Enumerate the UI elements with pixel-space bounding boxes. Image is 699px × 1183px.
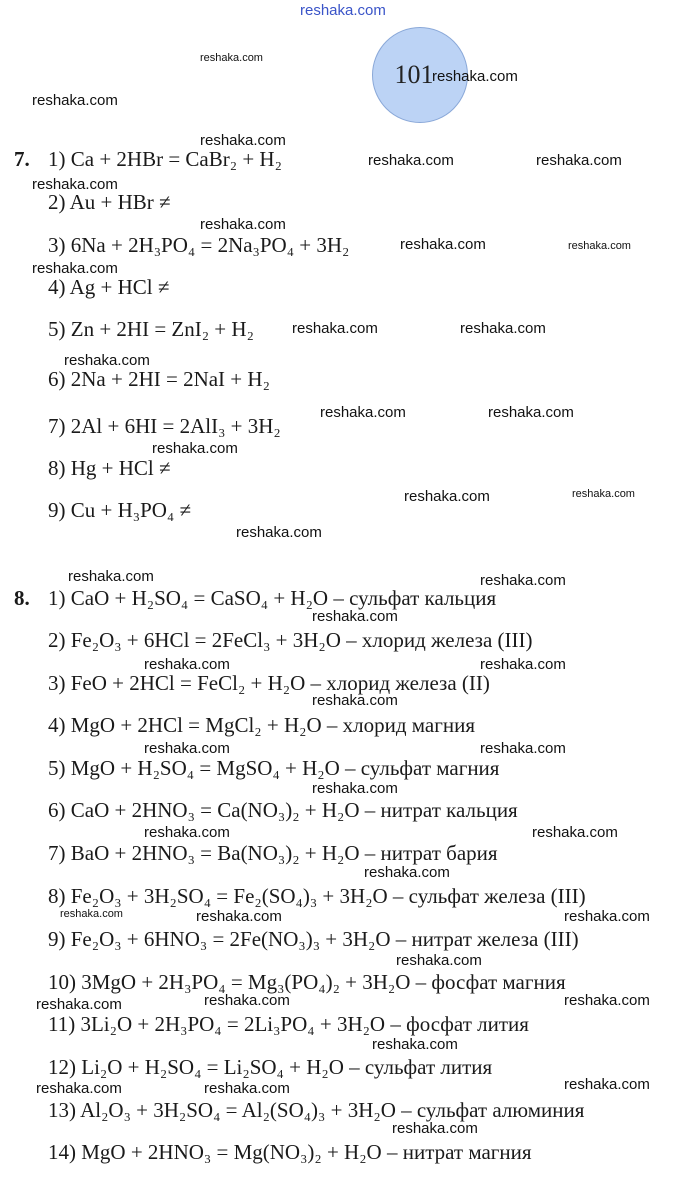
watermark: reshaka.com	[488, 404, 574, 421]
watermark: reshaka.com	[564, 992, 650, 1009]
task-8-line-6: 6) CaO + 2HNO₃ = Ca(NO₃)₂ + H₂O – нитрат кальция	[48, 798, 518, 822]
task-7-line-8: 8) Hg + HCl ≠	[48, 456, 171, 480]
task-7-line-1: 1) Ca + 2HBr = CaBr₂ + H₂	[48, 147, 282, 171]
watermark: reshaka.com	[404, 488, 490, 505]
site-link[interactable]: reshaka.com	[300, 2, 386, 19]
watermark: reshaka.com	[204, 992, 290, 1009]
watermark: reshaka.com	[312, 692, 398, 709]
task-8-line-10: 10) 3MgO + 2H₃PO₄ = Mg₃(PO₄)₂ + 3H₂O – фосфат магния	[48, 970, 566, 994]
task-7-line-6: 6) 2Na + 2HI = 2NaI + H₂	[48, 367, 270, 391]
watermark: reshaka.com	[144, 824, 230, 841]
task-7-line-3: 3) 6Na + 2H₃PO₄ = 2Na₃PO₄ + 3H₂	[48, 233, 350, 257]
watermark: reshaka.com	[568, 240, 631, 252]
watermark: reshaka.com	[60, 908, 123, 920]
task-7-line-4: 4) Ag + HCl ≠	[48, 275, 170, 299]
watermark: reshaka.com	[372, 1036, 458, 1053]
task-8-line-5: 5) MgO + H₂SO₄ = MgSO₄ + H₂O – сульфат магния	[48, 756, 500, 780]
watermark: reshaka.com	[564, 908, 650, 925]
task-7-line-9: 9) Cu + H₃PO₄ ≠	[48, 498, 192, 522]
page-number: 101	[394, 60, 434, 89]
watermark: reshaka.com	[392, 1120, 478, 1137]
watermark: reshaka.com	[368, 152, 454, 169]
watermark: reshaka.com	[432, 68, 518, 85]
watermark: reshaka.com	[364, 864, 450, 881]
task-7-line-2: 2) Au + HBr ≠	[48, 190, 171, 214]
task-8-line-4: 4) MgO + 2HCl = MgCl₂ + H₂O – хлорид магния	[48, 713, 475, 737]
watermark: reshaka.com	[400, 236, 486, 253]
task-8-line-7: 7) BaO + 2HNO₃ = Ba(NO₃)₂ + H₂O – нитрат бария	[48, 841, 498, 865]
task-8-line-14: 14) MgO + 2HNO₃ = Mg(NO₃)₂ + H₂O – нитрат магния	[48, 1140, 532, 1164]
watermark: reshaka.com	[200, 52, 263, 64]
task-8-line-8: 8) Fe₂O₃ + 3H₂SO₄ = Fe₂(SO₄)₃ + 3H₂O – сульфат железа (III)	[48, 884, 586, 908]
watermark: reshaka.com	[196, 908, 282, 925]
watermark: reshaka.com	[312, 608, 398, 625]
watermark: reshaka.com	[320, 404, 406, 421]
watermark: reshaka.com	[572, 488, 635, 500]
watermark: reshaka.com	[480, 656, 566, 673]
task-8-line-2: 2) Fe₂O₃ + 6HCl = 2FeCl₃ + 3H₂O – хлорид железа (III)	[48, 628, 533, 652]
watermark: reshaka.com	[236, 524, 322, 541]
task-7-line-7: 7) 2Al + 6HI = 2AlI₃ + 3H₂	[48, 414, 281, 438]
task-8-line-1: 1) CaO + H₂SO₄ = CaSO₄ + H₂O – сульфат кальция	[48, 586, 497, 610]
watermark: reshaka.com	[32, 260, 118, 277]
watermark: reshaka.com	[480, 572, 566, 589]
watermark: reshaka.com	[200, 216, 286, 233]
watermark: reshaka.com	[200, 132, 286, 149]
watermark: reshaka.com	[152, 440, 238, 457]
task-7-line-5: 5) Zn + 2HI = ZnI₂ + H₂	[48, 317, 254, 341]
watermark: reshaka.com	[536, 152, 622, 169]
watermark: reshaka.com	[68, 568, 154, 585]
watermark: reshaka.com	[36, 1080, 122, 1097]
watermark: reshaka.com	[32, 176, 118, 193]
watermark: reshaka.com	[204, 1080, 290, 1097]
watermark: reshaka.com	[532, 824, 618, 841]
watermark: reshaka.com	[396, 952, 482, 969]
watermark: reshaka.com	[564, 1076, 650, 1093]
task-8-number: 8.	[14, 586, 30, 610]
watermark: reshaka.com	[292, 320, 378, 337]
watermark: reshaka.com	[36, 996, 122, 1013]
watermark: reshaka.com	[64, 352, 150, 369]
watermark: reshaka.com	[460, 320, 546, 337]
task-8-line-11: 11) 3Li₂O + 2H₃PO₄ = 2Li₃PO₄ + 3H₂O – фосфат лития	[48, 1012, 529, 1036]
watermark: reshaka.com	[312, 780, 398, 797]
watermark: reshaka.com	[32, 92, 118, 109]
watermark: reshaka.com	[144, 740, 230, 757]
task-8-line-3: 3) FeO + 2HCl = FeCl₂ + H₂O – хлорид железа (II)	[48, 671, 490, 695]
watermark: reshaka.com	[144, 656, 230, 673]
task-8-line-13: 13) Al₂O₃ + 3H₂SO₄ = Al₂(SO₄)₃ + 3H₂O – сульфат алюминия	[48, 1098, 585, 1122]
task-7-number: 7.	[14, 147, 30, 171]
task-8-line-12: 12) Li₂O + H₂SO₄ = Li₂SO₄ + H₂O – сульфат лития	[48, 1055, 493, 1079]
watermark: reshaka.com	[480, 740, 566, 757]
task-8-line-9: 9) Fe₂O₃ + 6HNO₃ = 2Fe(NO₃)₃ + 3H₂O – нитрат железа (III)	[48, 927, 579, 951]
